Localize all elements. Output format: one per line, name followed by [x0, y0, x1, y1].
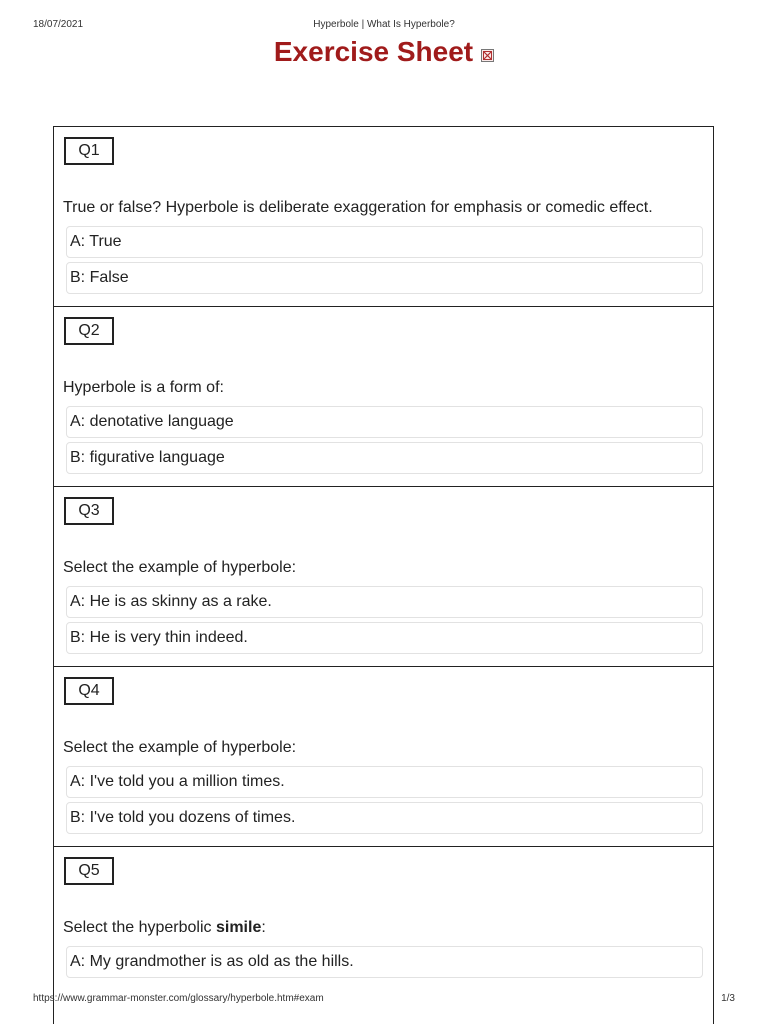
question-1 [54, 127, 713, 307]
question-text: Select the example of hyperbole: [63, 559, 297, 576]
answer-option-b[interactable]: B: False [66, 262, 703, 294]
answer-option-a[interactable]: A: denotative language [66, 406, 703, 438]
answer-option-b[interactable]: B: figurative language [66, 442, 703, 474]
answer-option-a[interactable]: A: True [66, 226, 703, 258]
answer-option-b[interactable]: B: I've told you dozens of times. [66, 802, 703, 834]
sheet-title: Exercise Sheet [273, 36, 474, 67]
question-text: Select the example of hyperbole: [63, 739, 297, 756]
question-text [63, 919, 266, 937]
question-number: Q2 [64, 317, 114, 345]
answer-option-a[interactable]: A: He is as skinny as a rake. [66, 586, 703, 618]
question-text-start: Select the hyperbolic [63, 919, 216, 936]
question-number: Q5 [64, 857, 114, 885]
question-number: Q3 [64, 497, 114, 525]
question-text: True or false? Hyperbole is deliberate exaggeration for emphasis or comedic effect. [63, 199, 653, 216]
page-number: 1/3 [721, 993, 735, 1004]
sheet-header [0, 36, 768, 68]
print-page-title: Hyperbole | What Is Hyperbole? [313, 19, 455, 30]
question-text: Hyperbole is a form of: [63, 379, 224, 396]
question-text-emphasis: simile [215, 919, 262, 936]
answer-option-b[interactable]: B: He is very thin indeed. [66, 622, 703, 654]
print-url: https://www.grammar-monster.com/glossary/hyperbole.htm#exam [33, 993, 324, 1004]
question-number: Q1 [64, 137, 114, 165]
exercise-sheet [53, 126, 714, 1024]
question-3 [54, 487, 713, 667]
question-2 [54, 307, 713, 487]
broken-image-icon [481, 49, 494, 62]
answer-option-a[interactable]: A: My grandmother is as old as the hills. [66, 946, 703, 978]
question-4 [54, 667, 713, 847]
question-text-end: : [261, 919, 266, 936]
print-date: 18/07/2021 [33, 19, 84, 30]
answer-option-a[interactable]: A: I've told you a million times. [66, 766, 703, 798]
question-number: Q4 [64, 677, 114, 705]
